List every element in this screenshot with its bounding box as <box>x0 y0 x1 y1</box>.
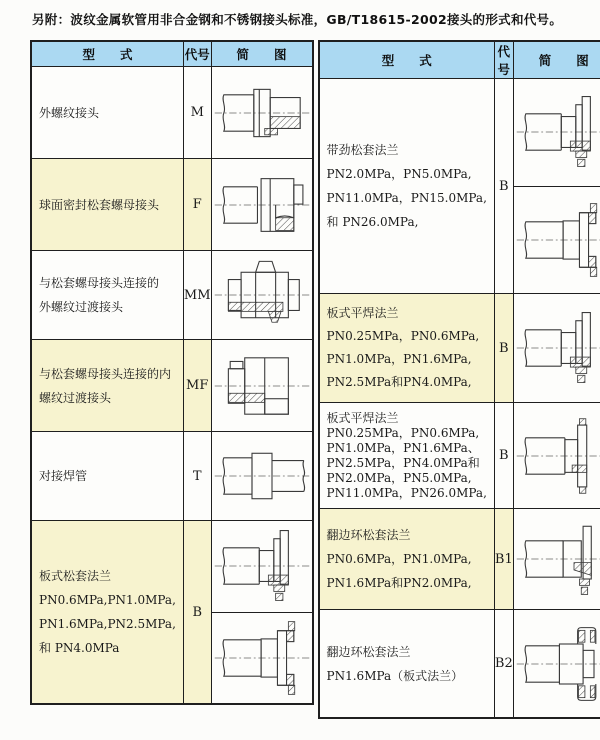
fitting-code-cell: MM <box>183 251 211 340</box>
fitting-sketch-cell <box>513 509 600 610</box>
fitting-type-line: 板式平焊法兰 <box>326 306 399 320</box>
table-row <box>319 294 600 403</box>
sketch-swivel-nut-drawing <box>212 166 312 244</box>
fitting-type-line: 和 PN4.0MPa <box>39 641 120 655</box>
table-row <box>31 432 313 521</box>
fitting-tables <box>30 40 600 719</box>
sketch-flange-collar-icon <box>212 612 312 704</box>
sketch-adapter-mf-drawing <box>212 347 312 425</box>
fitting-type-cell <box>31 340 183 432</box>
fitting-sketch-cell <box>211 340 313 432</box>
sketch-flange-lap-icon <box>514 509 600 609</box>
fitting-type-line: 板式松套法兰 <box>39 569 112 583</box>
fitting-type-line: PN2.0MPa，PN5.0MPa, <box>326 167 472 181</box>
left-fitting-table <box>30 40 314 705</box>
table-row <box>31 251 313 340</box>
fitting-type-cell <box>31 521 183 705</box>
sketch-flange-neck-drawing <box>514 93 600 171</box>
sketch-flange-lap2-icon <box>514 610 600 717</box>
fitting-type-line: PN1.6MPa,PN2.5MPa, <box>39 617 176 631</box>
sketch-flange-collar-drawing <box>212 619 312 697</box>
fitting-type-line: 与松套螺母接头连接的 <box>39 276 160 290</box>
sketch-male-thread-drawing <box>212 74 312 152</box>
column-header-type: 型 式 <box>319 41 495 79</box>
fitting-type-cell <box>319 294 495 403</box>
fitting-type-cell <box>319 509 495 610</box>
fitting-type-line: PN1.0MPa，PN1.6MPa, <box>326 352 472 366</box>
fitting-type-line: 带劲松套法兰 <box>326 143 399 157</box>
fitting-sketch-cell <box>211 432 313 521</box>
sketch-adapter-mm-drawing <box>212 256 312 334</box>
fitting-type-line: PN0.6MPa，PN1.0MPa, <box>326 552 472 566</box>
table-row <box>31 521 313 705</box>
fitting-code-cell: MF <box>183 340 211 432</box>
fitting-type-line: 外螺纹过渡接头 <box>39 300 124 314</box>
fitting-type-line: 翻边环松套法兰 <box>326 528 411 542</box>
sketch-flange-collar-icon <box>514 186 600 294</box>
fitting-type-line: 板式平焊法兰 <box>326 410 399 425</box>
fitting-type-cell <box>319 610 495 719</box>
sketch-flange-lap-drawing <box>514 520 600 598</box>
sketch-male-thread-icon <box>212 67 312 158</box>
sketch-flange-collar-drawing <box>514 201 600 279</box>
sketch-flange-neck-icon <box>514 79 600 186</box>
fitting-type-line: 和 PN26.0MPa, <box>326 215 419 229</box>
sketch-weld-pipe-drawing <box>212 437 312 515</box>
table-row <box>31 159 313 251</box>
fitting-sketch-cell <box>513 79 600 294</box>
fitting-code-cell: B1 <box>494 509 513 610</box>
fitting-type-line: PN2.5MPa，PN4.0MPa和 <box>326 455 480 470</box>
fitting-type-cell <box>319 403 495 509</box>
fitting-code-cell: B2 <box>494 610 513 719</box>
fitting-sketch-cell <box>211 67 313 159</box>
sketch-weld-pipe-icon <box>212 432 312 520</box>
fitting-type-line: 翻边环松套法兰 <box>326 644 411 659</box>
table-row <box>319 403 600 509</box>
column-header-sketch: 简 图 <box>513 41 600 79</box>
column-header-sketch: 简 图 <box>211 41 313 67</box>
table-row <box>319 79 600 294</box>
column-header-code: 代号 <box>494 41 513 79</box>
fitting-sketch-cell <box>211 159 313 251</box>
sketch-swivel-nut-icon <box>212 159 312 250</box>
fitting-type-cell <box>31 432 183 521</box>
fitting-type-cell <box>31 67 183 159</box>
fitting-code-cell: B <box>183 521 211 705</box>
fitting-type-line: 对接焊管 <box>39 469 88 483</box>
fitting-code-cell: F <box>183 159 211 251</box>
column-header-code: 代号 <box>183 41 211 67</box>
sketch-flange-lap2-drawing <box>514 625 600 703</box>
table-row <box>319 509 600 610</box>
fitting-type-line: 球面密封松套螺母接头 <box>39 197 160 212</box>
fitting-type-line: PN0.6MPa,PN1.0MPa, <box>39 593 176 607</box>
sketch-adapter-mf-icon <box>212 340 312 431</box>
fitting-sketch-cell <box>513 403 600 509</box>
fitting-sketch-cell <box>211 521 313 705</box>
fitting-sketch-cell <box>513 610 600 719</box>
sketch-flange-weld-icon <box>514 403 600 508</box>
sketch-flange-weld-plate-drawing <box>514 309 600 387</box>
sketch-flange-plate-drawing <box>212 527 312 605</box>
fitting-sketch-cell <box>513 294 600 403</box>
fitting-type-line: PN11.0MPa，PN26.0MPa, <box>326 485 487 500</box>
fitting-type-line: PN0.25MPa，PN0.6MPa, <box>326 329 480 343</box>
fitting-code-cell: B <box>494 294 513 403</box>
fitting-type-line: PN1.0MPa，PN1.6MPa、 <box>326 440 480 455</box>
table-row <box>31 340 313 432</box>
right-fitting-table <box>318 40 600 719</box>
sketch-flange-weld-drawing <box>514 417 600 495</box>
fitting-type-line: PN2.0MPa，PN5.0MPa, <box>326 470 472 485</box>
fitting-type-cell <box>319 79 495 294</box>
fitting-code-cell: B <box>494 79 513 294</box>
fitting-sketch-cell <box>211 251 313 340</box>
fitting-type-line: 与松套螺母接头连接的内 <box>39 366 172 381</box>
fitting-type-cell <box>31 251 183 340</box>
fitting-type-line: 外螺纹接头 <box>39 105 100 120</box>
fitting-type-line: PN1.6MPa和PN2.0MPa, <box>326 576 472 590</box>
fitting-code-cell: T <box>183 432 211 521</box>
table-row <box>319 610 600 719</box>
sketch-flange-plate-icon <box>212 521 312 612</box>
sketch-adapter-mm-icon <box>212 251 312 339</box>
page-title: 另附：波纹金属软管用非合金钢和不锈钢接头标准，GB/T18615-2002接头的形式和代号。 <box>32 12 563 27</box>
fitting-type-line: PN2.5MPa和PN4.0MPa, <box>326 375 472 389</box>
fitting-type-line: PN1.6MPa（板式法兰） <box>326 668 464 683</box>
fitting-type-line: PN0.25MPa，PN0.6MPa, <box>326 425 480 440</box>
fitting-code-cell: M <box>183 67 211 159</box>
fitting-type-cell <box>31 159 183 251</box>
table-row <box>31 67 313 159</box>
sketch-flange-weld-plate-icon <box>514 294 600 402</box>
fitting-code-cell: B <box>494 403 513 509</box>
column-header-type: 型 式 <box>31 41 183 67</box>
fitting-type-line: PN11.0MPa，PN15.0MPa, <box>326 191 487 205</box>
fitting-type-line: 螺纹过渡接头 <box>39 390 112 405</box>
